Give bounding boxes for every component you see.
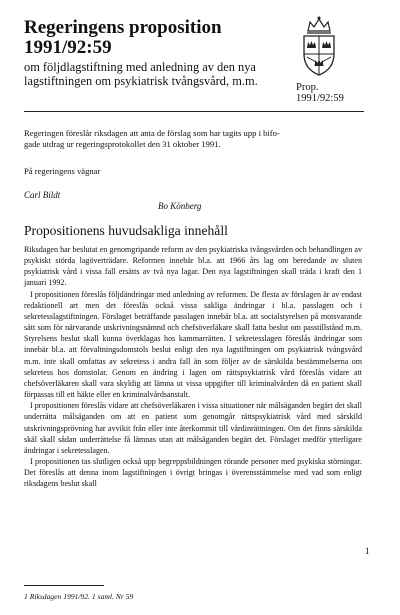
prop-number: 1991/92:59 <box>296 93 344 104</box>
paragraph: I propositionen tas slutligen också upp begreppsbildningen rörande personer med psykiska störningar. Det föreslås att denna inom lagstiftningen i övrigt bringas i överensstämmelse med vad som enligt riksdagens beslut skall <box>24 456 362 489</box>
section-heading: Propositionens huvudsakliga innehåll <box>24 223 228 238</box>
intro-line-2: gade utdrag ur regeringsprotokollet den 31 oktober 1991. <box>24 139 221 150</box>
paragraph: I propositionen föreslås vidare att chefsöverläkaren i vissa situationer när målsäganden begärt det skall underrätta målsäganden om att en patient som genomgår rättspsykiatrisk vård med särskild utskrivningsprövning har avvikit från eller inte återkommit till vårdinrättningen. Om det finns särskilda skäl skall sådan underrättelse få lämnas utan att målsäganden begärt det. Förslaget medför ytterligare ändringar i sekretesslagen. <box>24 401 362 455</box>
government-line: På regeringens vägnar <box>24 166 101 176</box>
footer <box>24 592 133 601</box>
signature-prime-minister: Carl Bildt <box>24 190 61 200</box>
document-title: Regeringens proposition <box>24 17 222 38</box>
subtitle-line-2: lagstiftningen om psykiatrisk tvångsvård, m.m. <box>24 74 258 88</box>
prop-label: Prop. <box>296 82 319 93</box>
proposition-number: 1991/92:59 <box>24 37 112 58</box>
signature-minister: Bo Könberg <box>158 201 202 211</box>
paragraph: Riksdagen har beslutat en genomgripande reform av den psykiatriska tvångsvården och behandlingen av psykiskt störda lagöverträdare. Reformen innebär bl.a. att 1966 års lag om beredande av sluten psykiatrisk vård i vissa fall ersätts av två nya lagar. Den nya lagstiftningen skall träda i kraft den 1 januari 1992. <box>24 245 362 288</box>
footer-divider <box>24 585 104 586</box>
proposition-reference <box>296 82 344 104</box>
subtitle-line-1: om följdlagstiftning med anledning av den nya <box>24 60 256 74</box>
footer-reference: 1 Riksdagen 1991/92. 1 saml. Nr 59 <box>24 592 134 601</box>
document-title-block <box>24 18 324 88</box>
section-body <box>24 244 362 489</box>
intro-text <box>24 128 362 151</box>
coat-of-arms-icon <box>296 14 342 78</box>
page-number: 1 <box>365 546 370 556</box>
intro-line-1: Regeringen föreslår riksdagen att anta de förslag som har tagits upp i bifo- <box>24 128 280 138</box>
paragraph: I propositionen föreslås följdändringar med anledning av reformen. De flesta av förslagen är av endast redaktionell art men det föreslås också vissa sakliga ändringar i bl.a. passlagen och i sekretesslagstiftningen. Förslaget beträffande passlagen innebär bl.a. att socialstyrelsen på motsvarande sätt som för närvarande utskrivningsnämnd och chefsöverläkare skall fatta beslut om passtillstånd m.m. Styrelsens beslut skall kunna överklagas hos kammarrätten. I sekretesslagen föreslås ändringar som innebär bl.a. att förvaltningsdomstols beslut enligt den nya lagstiftningen om psykiatrisk tvångsvård m.m. inte skall omfattas av sekretess i andra fall än som följer av de särskilda bestämmelserna om sekretess hos domstolar. Genom en ändring i lagen om rättspsykiatrisk vård föreslås vidare att chefsöverläkaren skall vara skyldig att lämna ut vissa uppgifter till kriminalvården då en patient skall förpassas till ett häkte eller en kriminalvårdsanstalt. <box>24 289 362 400</box>
header-divider <box>24 111 364 112</box>
